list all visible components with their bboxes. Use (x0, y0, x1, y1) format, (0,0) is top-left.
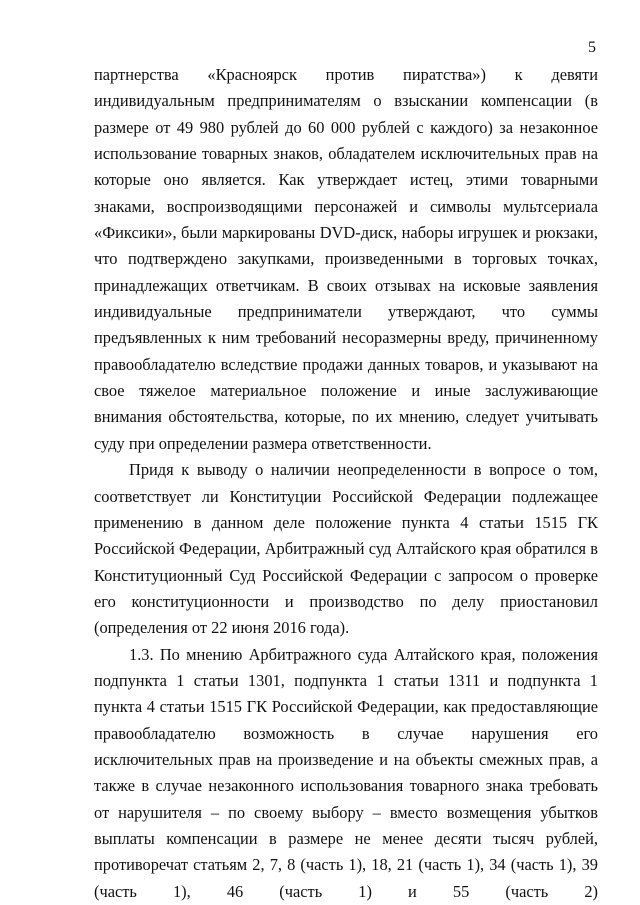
paragraph-plaintiff-claims: партнерства «Красноярск против пиратства») к девяти индивидуальным предпринимателям о взыскании компенсации (в размере от 49 980 рублей до 60 000 рублей с каждого) за незаконное использование товарных знаков, обладателем исключительных прав на которые оно является. Как утверждает истец, этими товарными знаками, воспроизводящими персонажей и символы мультсериала «Фиксики», были маркированы DVD-диск, наборы игрушек и рюкзаки, что подтверждено закупками, произведенными в торговых точках, принадлежащих ответчикам. В своих отзывах на исковые заявления индивидуальные предприниматели утверждают, что суммы предъявленных к ним требований несоразмерны вреду, причиненному правообладателю вследствие продажи данных товаров, и указывают на свое тяжелое материальное положение и иные заслуживающие внимания обстоятельства, которые, по их мнению, следует учитывать суду при определении размера ответственности. (94, 65, 598, 453)
paragraph-section-1-3: 1.3. По мнению Арбитражного суда Алтайского края, положения подпункта 1 статьи 1301, подпункта 1 статьи 1311 и подпункта 1 пункта 4 статьи 1515 ГК Российской Федерации, как предоставляющие правообладателю возможность в случае нарушения его исключительных прав на произведение и на объекты смежных прав, а также в случае незаконного использования товарного знака требовать от нарушителя – по своему выбору – вместо возмещения убытков выплаты компенсации в размере не менее десяти тысяч рублей, противоречат статьям 2, 7, 8 (часть 1), 18, 21 (часть 1), 34 (часть 1), 39 (часть 1), 46 (часть 1) и 55 (часть 2) (94, 644, 598, 901)
document-body (94, 62, 598, 905)
page-number: 5 (588, 39, 596, 56)
paragraph-court-request: Придя к выводу о наличии неопределенности в вопросе о том, соответствует ли Конституции Российской Федерации подлежащее применению в данном деле положение пункта 4 статьи 1515 ГК Российской Федерации, Арбитражный суд Алтайского края обратился в Конституционный Суд Российской Федерации с запросом о проверке его конституционности и производство по делу приостановил (определения от 22 июня 2016 года). (94, 460, 598, 638)
